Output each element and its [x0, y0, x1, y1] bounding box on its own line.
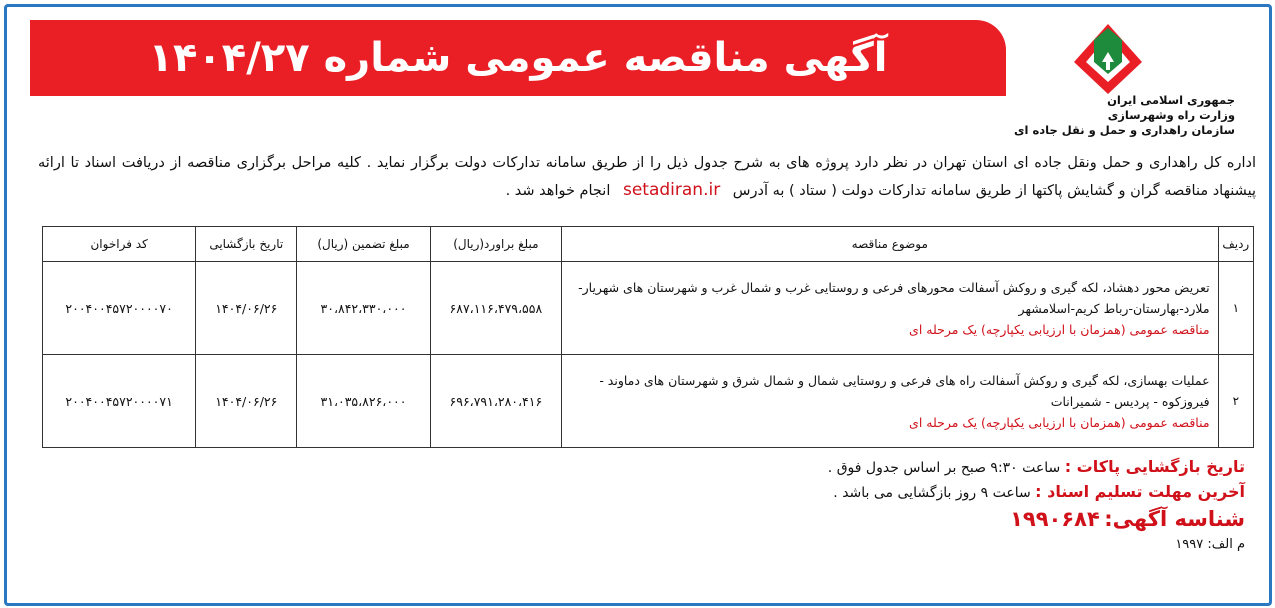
ad-id-line — [828, 507, 1245, 534]
opening-text: ساعت ۹:۳۰ صبح بر اساس جدول فوق . — [827, 460, 1061, 476]
col-row: ردیف — [1218, 227, 1253, 262]
page-title: آگهی مناقصه عمومی شماره ۱۴۰۴/۲۷ — [148, 35, 888, 81]
deadline-text: ساعت ۹ روز بازگشایی می باشد . — [833, 485, 1031, 501]
tender-type: مناقصه عمومی (همزمان با ارزیابی یکپارچه) یک مرحله ای — [909, 321, 1210, 337]
deadline-line — [828, 480, 1245, 505]
cell-row: ۲ — [1218, 355, 1253, 448]
title-banner — [30, 20, 1006, 96]
cell-code: ۲۰۰۴۰۰۴۵۷۲۰۰۰۰۷۰ — [43, 262, 196, 355]
col-guarantee: مبلغ تضمین (ریال) — [297, 227, 430, 262]
intro-paragraph — [38, 150, 1256, 205]
tender-table — [42, 226, 1254, 448]
tender-type: مناقصه عمومی (همزمان با ارزیابی یکپارچه) یک مرحله ای — [909, 414, 1210, 430]
cell-subject — [562, 262, 1219, 355]
rmto-logo-icon — [1072, 22, 1144, 96]
setad-link[interactable]: setadiran.ir — [622, 180, 721, 200]
table-row — [43, 262, 1254, 355]
col-subject: موضوع مناقصه — [562, 227, 1219, 262]
cell-estimate: ۶۹۶،۷۹۱،۲۸۰،۴۱۶ — [430, 355, 561, 448]
deadline-label: آخرین مهلت تسلیم اسناد : — [1035, 482, 1245, 501]
org-block — [1014, 93, 1235, 138]
cell-code: ۲۰۰۴۰۰۴۵۷۲۰۰۰۰۷۱ — [43, 355, 196, 448]
subject-text: عملیات بهسازی، لکه گیری و روکش آسفالت راه های فرعی و روستایی شمال و شمال شرق و شهرستان های دماوند - فیروزکوه - پردیس - شمیرانات — [599, 372, 1210, 409]
opening-label: تاریخ بازگشایی پاکات : — [1064, 457, 1245, 476]
cell-guarantee: ۳۱،۰۳۵،۸۲۶،۰۰۰ — [297, 355, 430, 448]
col-estimate: مبلغ براورد(ریال) — [430, 227, 561, 262]
table-header-row — [43, 227, 1254, 262]
org-line-2: وزارت راه وشهرسازی — [1107, 108, 1235, 122]
cell-subject — [562, 355, 1219, 448]
cell-row: ۱ — [1218, 262, 1253, 355]
subject-text: تعریض محور دهشاد، لکه گیری و روکش آسفالت محورهای فرعی و روستایی غرب و شمال غرب و شهرستان های شهریار-ملارد-بهارستان-رباط کریم-اسلامشهر — [578, 279, 1210, 316]
col-code: کد فراخوان — [43, 227, 196, 262]
ad-id-value: ۱۹۹۰۶۸۴ — [1010, 507, 1100, 531]
table-row — [43, 355, 1254, 448]
intro-text-2: انجام خواهد شد . — [505, 183, 611, 199]
intro-text-1: اداره کل راهداری و حمل ونقل جاده ای استان تهران در نظر دارد پروژه های به شرح جدول ذیل را از طریق سامانه تدارکات دولت برگزار نماید . کلیه مراحل برگزاری مناقصه از دریافت اسناد تا ارائه پیشنهاد مناقصه گران و گشایش پاکتها از طریق سامانه تدارکات دولت ( ستاد ) به آدرس — [38, 155, 1256, 199]
ref-number: م الف: ۱۹۹۷ — [1175, 537, 1245, 552]
org-line-3: سازمان راهداری و حمل و نقل جاده ای — [1013, 123, 1235, 137]
footer-block — [828, 455, 1245, 552]
cell-opening: ۱۴۰۴/۰۶/۲۶ — [196, 355, 297, 448]
org-line-1: جمهوری اسلامی ایران — [1107, 93, 1235, 107]
cell-guarantee: ۳۰،۸۴۲،۳۳۰،۰۰۰ — [297, 262, 430, 355]
ad-id-label: شناسه آگهی: — [1104, 507, 1245, 531]
cell-estimate: ۶۸۷،۱۱۶،۴۷۹،۵۵۸ — [430, 262, 561, 355]
col-opening: تاریخ بازگشایی — [196, 227, 297, 262]
cell-opening: ۱۴۰۴/۰۶/۲۶ — [196, 262, 297, 355]
opening-line — [828, 455, 1245, 480]
